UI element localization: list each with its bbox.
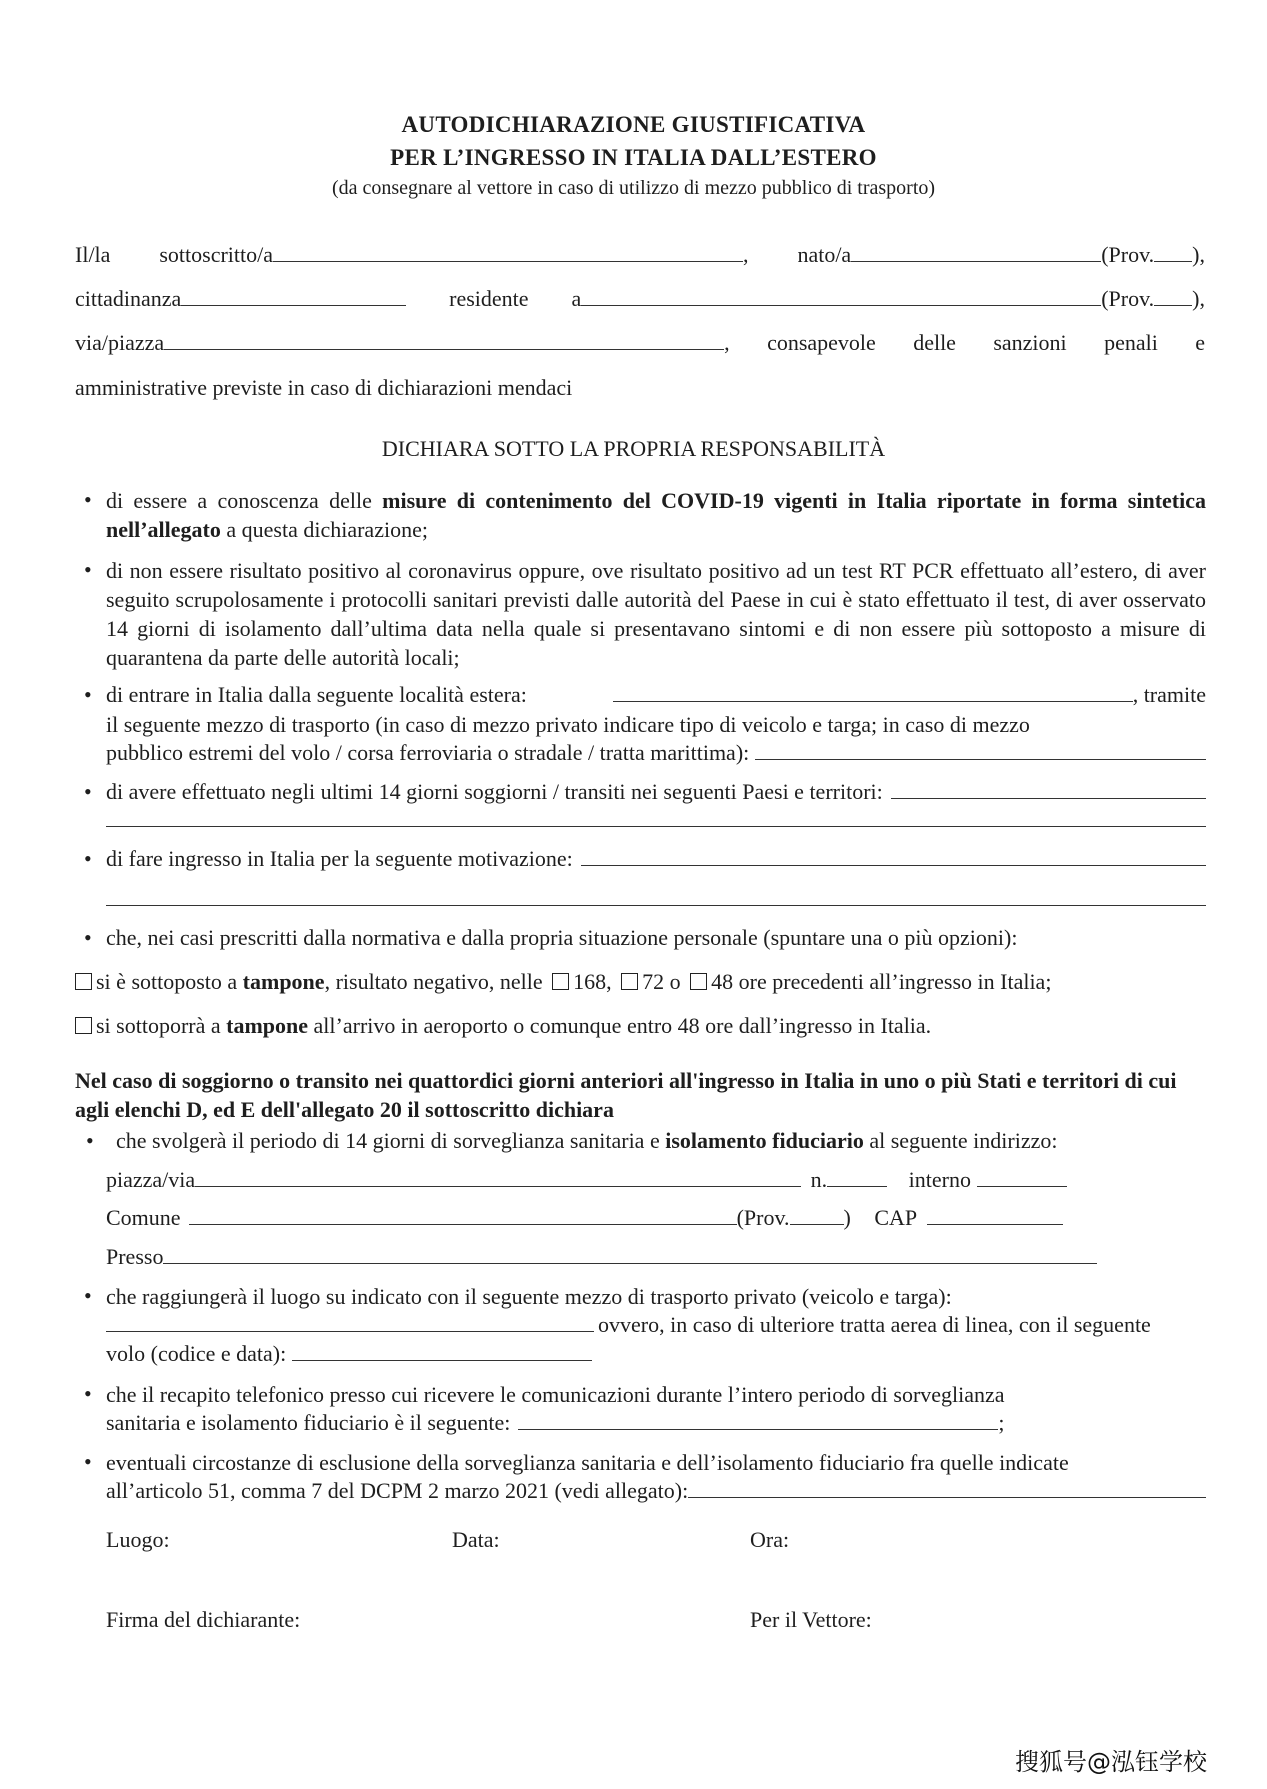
intro-label-a: a [571,286,582,311]
nato-group [797,241,1205,269]
text: ; [998,1410,1005,1435]
word: sanzioni [993,330,1067,355]
swab-arrival-row [75,1012,931,1040]
swab-arrival-checkbox[interactable] [75,1017,92,1034]
isolation-street-field[interactable] [195,1166,801,1187]
word: consapevole [767,330,876,355]
birth-province-field[interactable] [1154,241,1192,262]
exclusion-field[interactable] [688,1477,1206,1498]
bullet-6-dot [84,924,92,952]
intro-label-nato: nato/a [797,242,852,267]
bullet-6-line: che, nei casi prescritti dalla normativa e dalla propria situazione personale (spuntare una o più opzioni): [106,925,1018,950]
bold-text: tampone [226,1013,309,1038]
section-2-bullet-2-line-2 [106,1311,1206,1339]
swab-done-checkbox[interactable] [75,973,92,990]
intro-label-il-la: Il/la [75,242,111,267]
countries-field-line-2[interactable] [106,826,1206,827]
sottoscritto-group [159,241,748,269]
name-field[interactable] [273,241,743,262]
text: 48 ore precedenti all’ingresso in Italia; [711,969,1052,994]
bullet-3-dot [84,681,92,709]
bullet-3-line-3 [106,739,1206,767]
label: n. [810,1167,828,1192]
word: penali [1104,330,1158,355]
date-label: Data: [452,1527,500,1552]
label: CAP [874,1205,918,1230]
text: al seguente indirizzo: [863,1128,1058,1153]
section-2-bullet-4-dot [84,1448,92,1476]
section-2-bullet-2-line-1: che raggiungerà il luogo su indicato con il seguente mezzo di trasporto privato (veicolo e targa): [106,1284,952,1309]
bullet-2-dot [84,556,92,584]
label: piazza/via [106,1167,196,1192]
form-title-line-2: PER L’INGRESSO IN ITALIA DALL’ESTERO [390,145,877,170]
text: di entrare in Italia dalla seguente località estera: [106,682,527,707]
text: all’arrivo in aeroporto o comunque entro 48 ore dall’ingresso in Italia. [308,1013,932,1038]
comune-row [106,1204,1063,1232]
phone-field[interactable] [518,1409,998,1430]
section-2-bullet-2-line-3 [106,1340,592,1368]
48h-checkbox[interactable] [690,973,707,990]
text: volo (codice e data): [106,1341,287,1366]
section-2-heading: Nel caso di soggiorno o transito nei quattordici giorni anteriori all'ingresso in Italia in uno o più Stati e territori di cui agli elenchi D, ed E dell'allegato 20 il sottoscritto dichiara [75,1068,1177,1122]
text: di fare ingresso in Italia per la seguente motivazione: [106,846,573,871]
bullet-1-text [106,486,1206,544]
text: di essere a conoscenza delle [106,488,383,513]
section-2-bullet-3-line-2 [106,1409,1005,1437]
cap-field[interactable] [927,1204,1063,1225]
text: , tramite [1132,682,1206,707]
interior-field[interactable] [977,1166,1067,1187]
declares-heading: DICHIARA SOTTO LA PROPRIA RESPONSABILITÀ [381,436,886,461]
text: di avere effettuato negli ultimi 14 giorni soggiorni / transiti nei seguenti Paesi e territori: [106,779,883,804]
residence-province-field[interactable] [1154,285,1192,306]
intro-label-residente: residente [449,286,529,311]
intro-line-1 [75,241,1205,269]
word: delle [913,330,956,355]
text: ovvero, in caso di ulteriore tratta aerea di linea, con il seguente [598,1312,1151,1337]
text: 168, [573,969,612,994]
text: all’articolo 51, comma 7 del DCPM 2 marzo 2021 (vedi allegato): [106,1478,689,1503]
text: pubblico estremi del volo / corsa ferroviaria o stradale / tratta marittima): [106,740,750,765]
section-2-bullet-2-dot [84,1282,92,1310]
text: a questa dichiarazione; [220,517,428,542]
bold-text: misure di contenimento del COVID-19 vigenti in Italia riportate in forma sintetica nell’allegato [106,488,1207,542]
place-label: Luogo: [106,1527,170,1552]
word: e [1195,330,1205,355]
form-title-line-1: AUTODICHIARAZIONE GIUSTIFICATIVA [401,112,866,137]
signature-label: Firma del dichiarante: [106,1607,301,1632]
watermark: 搜狐号@泓钰学校 [1015,1748,1207,1776]
countries-field[interactable] [891,778,1206,799]
bold-text: tampone [242,969,325,994]
text: si è sottoposto a [96,969,243,994]
prov-label: (Prov. [1101,242,1155,267]
text: 72 o [642,969,681,994]
citizenship-field[interactable] [181,285,406,306]
text: che svolgerà il periodo di 14 giorni di sorveglianza sanitaria e [116,1128,666,1153]
text: si sottoporrà a [96,1013,227,1038]
section-2-bullet-3-line-1: che il recapito telefonico presso cui ricevere le comunicazioni durante l’intero periodo di sorveglianza [106,1382,1005,1407]
intro-label-via-piazza: via/piazza [75,330,165,355]
isolation-province-field[interactable] [790,1204,844,1225]
bullet-1-dot [84,486,92,514]
presso-field[interactable] [163,1243,1097,1264]
motivation-field-line-2[interactable] [106,905,1206,906]
bullet-4-line [106,778,1206,806]
intro-label-sottoscritto: sottoscritto/a [159,242,274,267]
prov-label: (Prov. [1101,286,1155,311]
text: sanitaria e isolamento fiduciario è il seguente: [106,1410,511,1435]
label: interno [908,1167,971,1192]
carrier-label: Per il Vettore: [750,1607,872,1632]
private-vehicle-field[interactable] [106,1311,594,1332]
time-label: Ora: [750,1527,790,1552]
prov-close: ), [1192,242,1205,267]
bullet-3-line-1 [106,681,1206,709]
presso-row [106,1243,1097,1271]
origin-group [613,681,1206,709]
birthplace-field[interactable] [851,241,1101,262]
via-group [75,329,730,357]
label: ) [843,1205,851,1230]
intro-line-2 [75,285,1205,313]
bullet-5-dot [84,845,92,873]
section-2-bullet-4-line-1: eventuali circostanze di esclusione della sorveglianza sanitaria e dell’isolamento fiduciario fra quelle indicate [106,1450,1069,1475]
intro-label-cittadinanza: cittadinanza [75,286,182,311]
bullet-2-text: di non essere risultato positivo al coronavirus oppure, ove risultato positivo ad un test RT PCR effettuato all’estero, di aver seguito scrupolosamente i protocolli sanitari previsti dalle autorità del Paese in cui è stato effettuato il test, di aver osservato 14 giorni di isolamento dall’ultima data nella quale si presentavano sintomi e di non essere più sottoposto a misure di quarantena da parte delle autorità locali; [106,558,1206,670]
residence-field[interactable] [581,285,1101,306]
intro-line-3 [75,329,1205,357]
section-2-bullet-3-dot [84,1380,92,1408]
label: (Prov. [736,1205,790,1230]
origin-location-field[interactable] [613,681,1133,702]
72h-checkbox[interactable] [621,973,638,990]
form-subtitle: (da consegnare al vettore in caso di utilizzo di mezzo pubblico di trasporto) [331,177,936,199]
label: Presso [106,1244,164,1269]
section-2-bullet-4-line-2 [106,1477,1206,1505]
street-field[interactable] [164,329,724,350]
cittadinanza-group [75,285,406,313]
motivation-field[interactable] [581,845,1206,866]
168h-checkbox[interactable] [552,973,569,990]
flight-field[interactable] [292,1340,592,1361]
house-number-field[interactable] [827,1166,887,1187]
comune-field[interactable] [189,1204,737,1225]
bullet-3-line-2: il seguente mezzo di trasporto (in caso di mezzo privato indicare tipo di veicolo e targa; in caso di mezzo [106,712,1030,737]
section-2-bullet-1 [116,1127,1057,1155]
comma: , [743,242,749,267]
intro-line-4: amministrative previste in caso di dichiarazioni mendaci [75,375,573,400]
text: , risultato negativo, nelle [324,969,543,994]
comma: , [724,330,730,355]
swab-done-row [75,968,1051,996]
transport-field[interactable] [755,739,1206,760]
address-row [106,1166,1067,1194]
label: Comune [106,1205,181,1230]
section-2-bullet-1-dot [86,1127,94,1155]
bullet-5-line [106,845,1206,873]
bullet-4-dot [84,778,92,806]
residence-group [571,285,1205,313]
bold-text: isolamento fiduciario [665,1128,864,1153]
prov-close: ), [1192,286,1205,311]
